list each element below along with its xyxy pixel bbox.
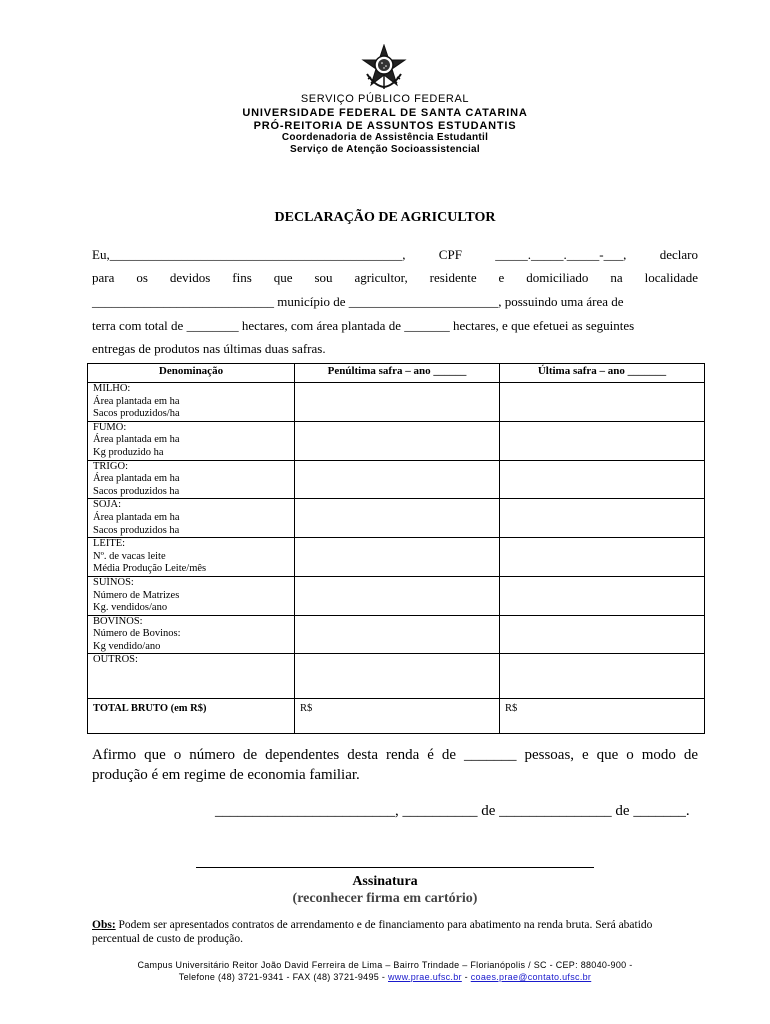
footer-address: Campus Universitário Reitor João David Ferreira de Lima – Bairro Trindade – Florianópolis / SC - CEP: 88040-900 - xyxy=(137,960,633,970)
affirm-word: pessoas, xyxy=(524,747,575,763)
affirm-word: de xyxy=(441,747,457,763)
header-coordination: Coordenadoria de Assistência Estudantil xyxy=(281,132,489,143)
signature-note: (reconhecer firma em cartório) xyxy=(292,891,478,906)
product-metric: Nº. de vacas leite xyxy=(93,550,166,562)
penultimate-harvest-cell[interactable] xyxy=(295,499,500,538)
obs-text: Podem ser apresentados contratos de arrendamento e de financiamento para abatimento na renda bruta. Será abatido percentual de custo de produção. xyxy=(92,919,653,945)
brazil-coat-of-arms-icon xyxy=(361,44,407,90)
product-name: BOVINOS: xyxy=(93,615,143,627)
product-name: MILHO: xyxy=(93,383,131,394)
intro-line-4: terra com total de ________ hectares, com área plantada de _______ hectares, e que efetuei as seguintes xyxy=(92,318,635,333)
table-row xyxy=(88,460,705,499)
footer-separator: - xyxy=(461,972,471,982)
intro-line-2 xyxy=(92,270,698,286)
product-metric: Média Produção Leite/mês xyxy=(93,563,207,575)
total-penultimate-cell[interactable]: R$ xyxy=(295,699,500,734)
last-harvest-cell[interactable] xyxy=(500,576,705,615)
affirm-word[interactable]: _______ xyxy=(464,747,517,763)
intro-word: que xyxy=(273,270,293,285)
intro-word: domiciliado xyxy=(526,270,589,285)
affirm-word: desta xyxy=(347,747,379,763)
affirm-word: de xyxy=(242,747,258,763)
intro-word: fins xyxy=(232,270,252,285)
intro-word: e xyxy=(498,270,505,285)
product-label-cell xyxy=(88,499,295,538)
website-link[interactable]: www.prae.ufsc.br xyxy=(388,972,462,982)
total-row xyxy=(88,699,705,734)
header-service: Serviço de Atenção Socioassistencial xyxy=(290,144,480,155)
product-label-cell xyxy=(88,654,295,699)
penultimate-harvest-cell[interactable] xyxy=(295,460,500,499)
cpf-blank[interactable]: _____._____._____-___, xyxy=(495,247,627,262)
intro-word: na xyxy=(610,270,623,285)
product-metric: Área plantada em ha xyxy=(93,473,180,485)
intro-word: os xyxy=(136,270,148,285)
header-public-service: SERVIÇO PÚBLICO FEDERAL xyxy=(300,93,470,105)
obs-label: Obs: xyxy=(92,919,116,931)
product-name: OUTROS: xyxy=(93,654,138,666)
affirm-line-2: produção é em regime de economia familiar. xyxy=(92,767,360,783)
cpf-label: CPF xyxy=(438,247,462,262)
footer-contact xyxy=(0,972,770,983)
penultimate-harvest-cell[interactable] xyxy=(295,615,500,654)
product-name: LEITE: xyxy=(93,538,126,550)
penultimate-harvest-cell[interactable] xyxy=(295,576,500,615)
product-label-cell xyxy=(88,460,295,499)
product-metric: Área plantada em ha xyxy=(93,511,180,523)
product-metric: Sacos produzidos/ha xyxy=(93,408,180,420)
last-harvest-cell[interactable] xyxy=(500,383,705,422)
table-row xyxy=(88,499,705,538)
observation-note xyxy=(92,918,702,946)
penultimate-harvest-cell[interactable] xyxy=(295,654,500,699)
product-metric: Número de Matrizes xyxy=(93,589,180,601)
product-label-cell xyxy=(88,538,295,577)
total-last-cell[interactable]: R$ xyxy=(500,699,705,734)
product-metric: Sacos produzidos ha xyxy=(93,485,180,497)
penultimate-harvest-cell[interactable] xyxy=(295,383,500,422)
last-harvest-cell[interactable] xyxy=(500,538,705,577)
affirm-word: modo xyxy=(641,747,676,763)
intro-word: para xyxy=(92,270,115,285)
product-label-cell xyxy=(88,615,295,654)
product-metric: Kg vendido/ano xyxy=(93,640,161,652)
affirm-word: é xyxy=(427,747,434,763)
production-table xyxy=(87,363,705,734)
footer-phones: Telefone (48) 3721-9341 - FAX (48) 3721-9495 - xyxy=(178,972,388,982)
affirm-word: que xyxy=(596,747,619,763)
header-university: UNIVERSIDADE FEDERAL DE SANTA CATARINA xyxy=(242,107,528,119)
affirm-word: número xyxy=(189,747,236,763)
product-metric: Kg produzido ha xyxy=(93,446,164,458)
affirm-word: renda xyxy=(385,747,420,763)
last-harvest-cell[interactable] xyxy=(500,499,705,538)
table-header-row xyxy=(88,364,705,383)
penultimate-harvest-cell[interactable] xyxy=(295,421,500,460)
product-name: FUMO: xyxy=(93,421,127,433)
affirm-word: e xyxy=(581,747,589,763)
intro-line-3: ____________________________ município de _______________________, possuindo uma área de xyxy=(92,294,624,309)
intro-line-1 xyxy=(92,247,698,263)
product-name: SOJA: xyxy=(93,499,122,511)
intro-word: sou xyxy=(314,270,333,285)
table-row xyxy=(88,615,705,654)
affirm-word: que xyxy=(144,747,166,763)
product-metric: Área plantada em ha xyxy=(93,434,180,446)
last-harvest-cell[interactable] xyxy=(500,615,705,654)
product-name: SUÍNOS: xyxy=(93,576,134,588)
table-row xyxy=(88,654,705,699)
column-header-denomination: Denominação xyxy=(88,364,295,383)
product-metric: Kg. vendidos/ano xyxy=(93,602,168,614)
affirm-word: de xyxy=(683,747,698,763)
last-harvest-cell[interactable] xyxy=(500,460,705,499)
intro-word: residente xyxy=(429,270,477,285)
product-metric: Área plantada em ha xyxy=(93,395,180,407)
product-metric: Sacos produzidos ha xyxy=(93,524,180,536)
product-name: TRIGO: xyxy=(93,460,128,472)
intro-word: localidade xyxy=(644,270,698,285)
email-link[interactable]: coaes.prae@contato.ufsc.br xyxy=(470,972,592,982)
product-metric: Número de Bovinos: xyxy=(93,628,181,640)
intro-word: agricultor, xyxy=(354,270,408,285)
product-label-cell xyxy=(88,576,295,615)
intro-word: devidos xyxy=(169,270,211,285)
name-blank[interactable]: Eu,_____________________________________________, xyxy=(92,247,406,262)
affirm-word: dependentes xyxy=(265,747,340,763)
product-label-cell xyxy=(88,421,295,460)
table-row xyxy=(88,538,705,577)
column-header-last-harvest: Última safra – ano _______ xyxy=(500,364,705,383)
penultimate-harvest-cell[interactable] xyxy=(295,538,500,577)
intro-line-5: entregas de produtos nas últimas duas safras. xyxy=(92,341,326,356)
declaro-word: declaro xyxy=(659,247,698,262)
last-harvest-cell[interactable] xyxy=(500,421,705,460)
signature-line[interactable] xyxy=(196,867,594,868)
affirm-word: o xyxy=(626,747,634,763)
header-pro-rectorate: PRÓ-REITORIA DE ASSUNTOS ESTUDANTIS xyxy=(253,120,517,132)
product-label-cell xyxy=(88,383,295,422)
affirm-line-1 xyxy=(92,745,698,765)
column-header-penultimate-harvest: Penúltima safra – ano ______ xyxy=(295,364,500,383)
page-title: DECLARAÇÃO DE AGRICULTOR xyxy=(274,210,496,225)
table-row xyxy=(88,576,705,615)
date-place-line[interactable]: ________________________, __________ de _______________ de _______. xyxy=(215,803,690,819)
total-label-cell: TOTAL BRUTO (em R$) xyxy=(88,699,295,734)
table-row xyxy=(88,383,705,422)
affirm-word: o xyxy=(173,747,182,763)
table-row xyxy=(88,421,705,460)
last-harvest-cell[interactable] xyxy=(500,654,705,699)
affirm-word: Afirmo xyxy=(92,747,137,763)
signature-label: Assinatura xyxy=(352,874,418,889)
